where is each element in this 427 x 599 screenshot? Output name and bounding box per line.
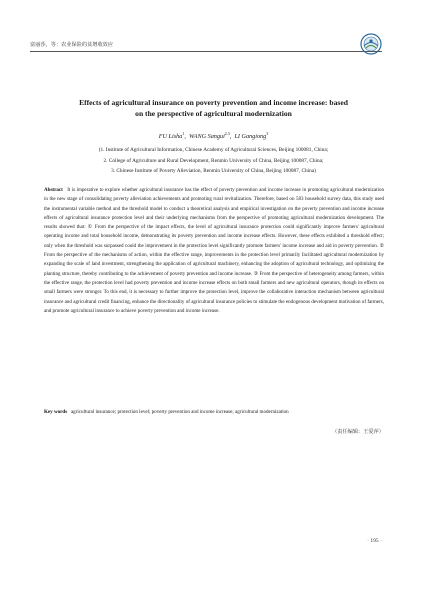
paper-title	[40, 97, 387, 119]
abstract	[44, 186, 384, 316]
running-header: 富丽莎，等：农业保险的贫增收效应	[30, 42, 114, 48]
affiliation-3: 3. Chinese Institute of Poverty Alleviation, Renmin University of China, Beijing 100087, China)	[111, 168, 316, 174]
keywords-text: agricultural insurance; protection level; poverty prevention and income increase; agricultural modernization	[70, 409, 289, 415]
paper-title-line-1: Effects of agricultural insurance on poverty prevention and income increase: based	[79, 98, 348, 107]
affiliations	[40, 145, 387, 177]
author-3: LI Gangiong	[234, 133, 267, 141]
keywords	[44, 409, 384, 415]
affiliation-1: (1. Institute of Agricultural Information, Chinese Academy of Agricultural Sciences, Beijing 100081, China;	[98, 147, 329, 153]
abstract-label: Abstract	[44, 187, 63, 193]
header-divider	[30, 51, 382, 52]
author-2: WANG Sangui	[188, 133, 225, 141]
page-number: · 195 ·	[367, 538, 382, 544]
author-list: FU Lisha$^1$, WANG Sangui$^{2,3}$, LI Gangiong$^3$	[158, 131, 269, 141]
abstract-text: It is imperative to explore whether agricultural insurance has the effect of poverty prevention and income increase in promoting agricultural modernization in the new stage of consolidating poverty alleviation achievements and promoting rural revitalization. Therefore, based on 583 household survey data, this study used the instrumental variable method and the threshold model to conduct a theoretical analysis and empirical investigation on the poverty prevention and income increase effects of agricultural insurance protection level and their underlying mechanisms from the perspective of promoting agricultural modernization development. The results showed that: ① From the perspective of the impact effects, the level of agricultural insurance protection could significantly improve farmers' agricultural operating income and total household income, demonstrating its poverty prevention and income increase effects. However, these effects exhibited a threshold effect; only when the threshold was surpassed could the improvement in the protection level significantly promote farmers' income increase and aid in poverty prevention. ② From the perspective of the mechanisms of action, within the effective range, improvements in the protection level primarily facilitated agricultural modernization by expanding the scale of land investment, strengthening the application of agricultural machinery, enhancing the adoption of agricultural technology, and optimizing the planting structure, thereby contributing to the achievement of poverty prevention and income increase. ③ From the perspective of heterogeneity among farmers, within the effective range, the protection level had poverty prevention and income increase effects on both small farmers and new agricultural operators, though its effects on small farmers were stronger. To this end, it is necessary to further improve the protection level, improve the collaborative interaction mechanism between agricultural insurance and agricultural credit financing, enhance the directionality of agricultural insurance policies to stimulate the endogenous development motivation of farmers, and promote agricultural insurance to achieve poverty prevention and income increase.	[44, 187, 384, 314]
paper-title-line-2: on the perspective of agricultural modernization	[135, 109, 292, 118]
author-1-affil: 1	[182, 131, 185, 136]
author-1: FU Lisha	[158, 133, 183, 141]
affiliation-2: 2. College of Agriculture and Rural Development, Renmin University of China, Beijing 100087, China;	[103, 157, 324, 164]
author-3-affil: 3	[266, 131, 269, 136]
author-2-affil: 2,3	[224, 131, 230, 136]
journal-logo-icon	[360, 33, 382, 55]
editor-note: （责任编辑：王爱萍）	[332, 429, 384, 435]
keywords-label: Key words	[44, 409, 68, 415]
